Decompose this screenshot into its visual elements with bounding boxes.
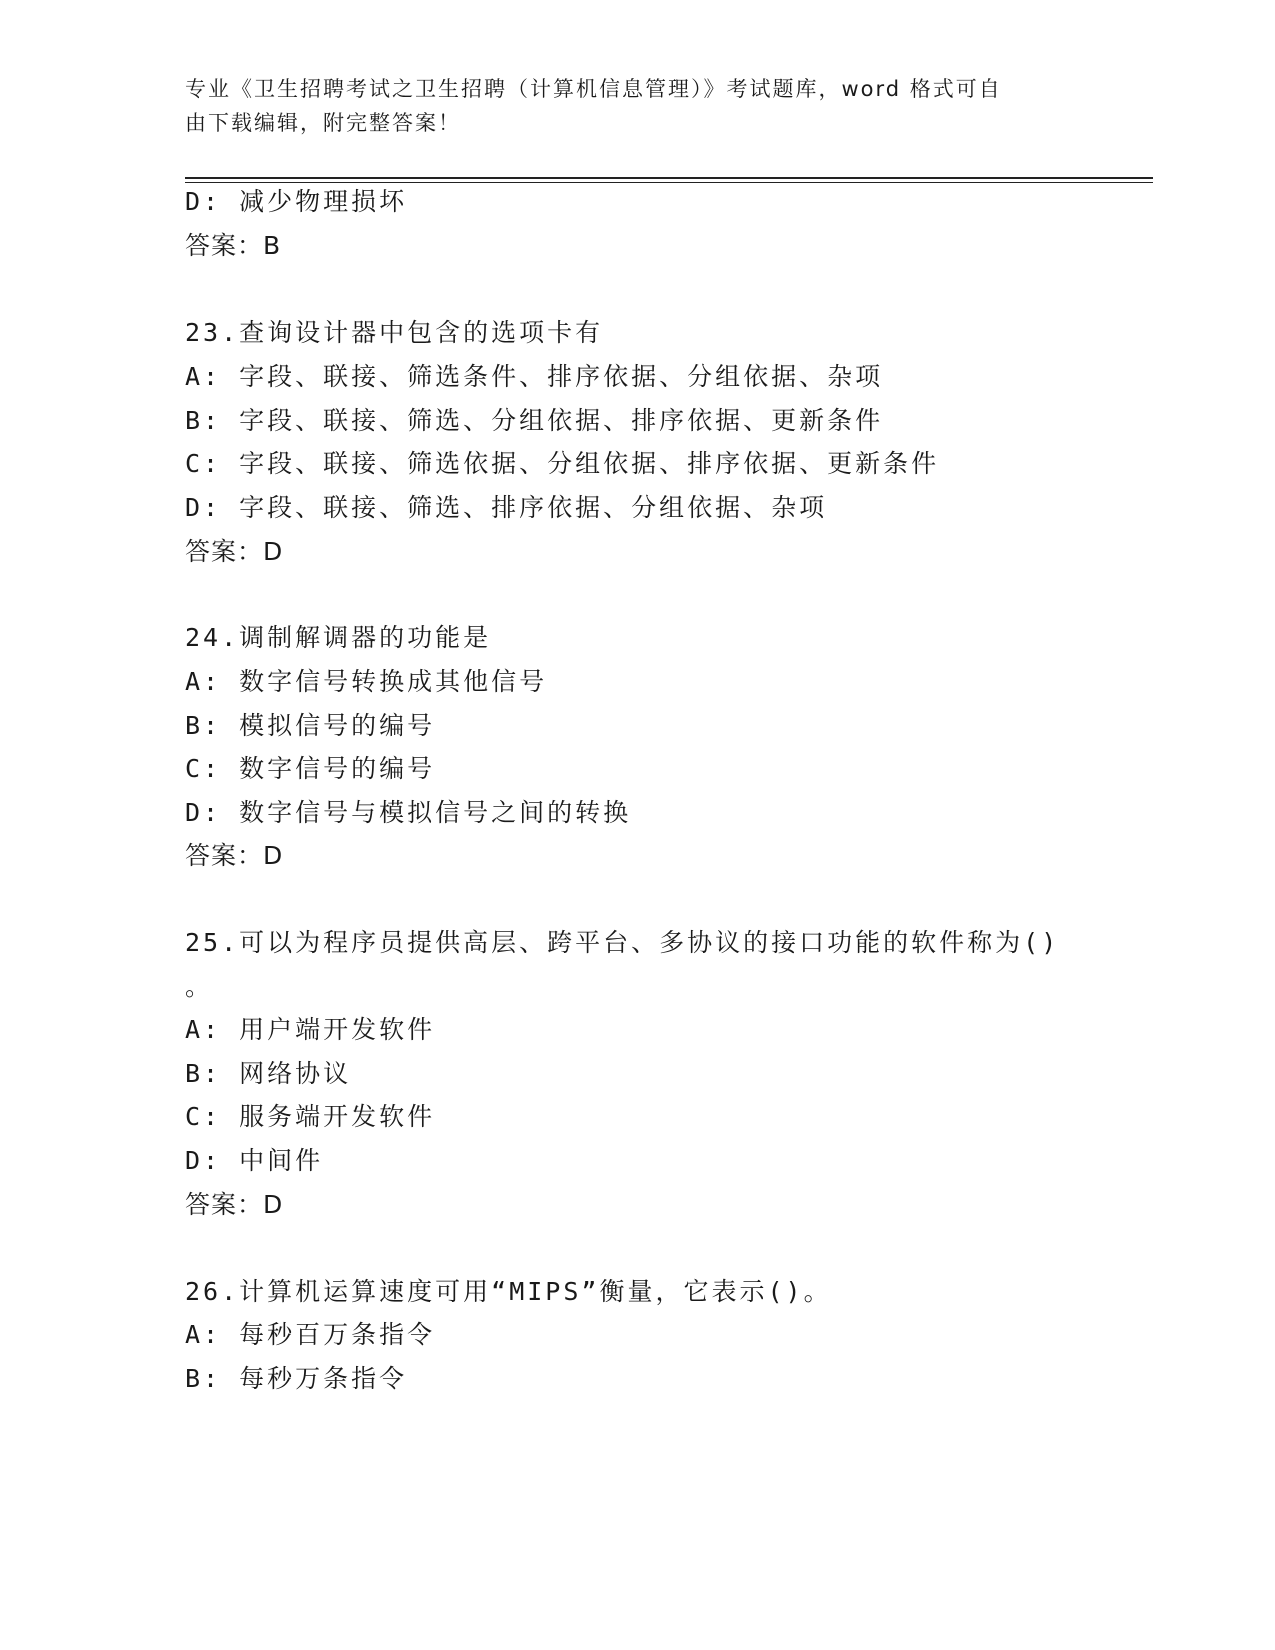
question-24-title: 24.调制解调器的功能是 — [185, 623, 492, 652]
question-26-option-b: B: 每秒万条指令 — [185, 1364, 408, 1393]
document-header — [185, 72, 1065, 140]
question-25-option-d: D: 中间件 — [185, 1146, 324, 1175]
question-25-answer: 答案：D — [185, 1190, 284, 1219]
question-24-answer: 答案：D — [185, 841, 284, 870]
option-d: D: 减少物理损坏 — [185, 187, 408, 216]
question-23-answer: 答案：D — [185, 537, 284, 566]
question-23-option-d: D: 字段、联接、筛选、排序依据、分组依据、杂项 — [185, 493, 828, 522]
question-24-option-b: B: 模拟信号的编号 — [185, 711, 436, 740]
question-26-option-a: A: 每秒百万条指令 — [185, 1320, 436, 1349]
header-divider — [185, 177, 1153, 183]
question-24-option-d: D: 数字信号与模拟信号之间的转换 — [185, 798, 632, 827]
question-25-title: 25.可以为程序员提供高层、跨平台、多协议的接口功能的软件称为() — [185, 928, 1060, 957]
question-24-option-c: C: 数字信号的编号 — [185, 754, 436, 783]
question-25-option-b: B: 网络协议 — [185, 1059, 352, 1088]
question-25-option-a: A: 用户端开发软件 — [185, 1015, 436, 1044]
question-24-option-a: A: 数字信号转换成其他信号 — [185, 667, 548, 696]
question-23-title: 23.查询设计器中包含的选项卡有 — [185, 318, 604, 347]
question-25-title-continued: 。 — [185, 972, 214, 1001]
question-26-title: 26.计算机运算速度可用“MIPS”衡量，它表示()。 — [185, 1277, 832, 1306]
header-line-1: 专业《卫生招聘考试之卫生招聘（计算机信息管理）》考试题库，word 格式可自 — [185, 77, 1002, 101]
header-line-2: 由下载编辑，附完整答案！ — [185, 111, 461, 135]
answer: 答案：B — [185, 231, 282, 260]
question-25-option-c: C: 服务端开发软件 — [185, 1102, 436, 1131]
question-23-option-c: C: 字段、联接、筛选依据、分组依据、排序依据、更新条件 — [185, 449, 940, 478]
question-23-option-a: A: 字段、联接、筛选条件、排序依据、分组依据、杂项 — [185, 362, 884, 391]
question-23-option-b: B: 字段、联接、筛选、分组依据、排序依据、更新条件 — [185, 406, 884, 435]
